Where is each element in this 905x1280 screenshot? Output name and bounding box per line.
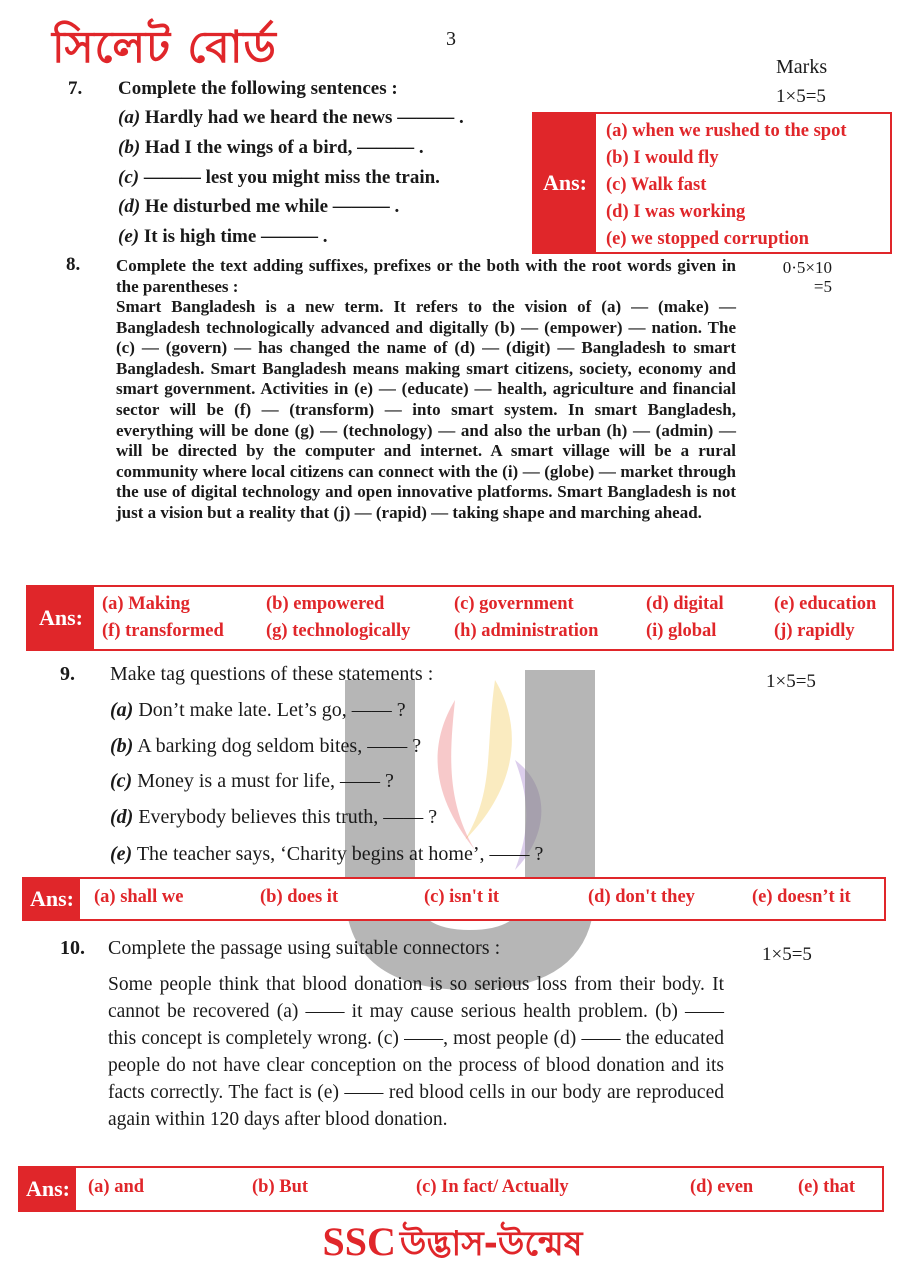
q8-marks — [770, 258, 832, 296]
q8-answer-g: (g) technologically — [266, 621, 411, 641]
q10-answer-box — [18, 1166, 884, 1212]
q9-answer-label: Ans: — [24, 879, 80, 919]
q8-answer-box — [26, 585, 894, 651]
q7-answer-b: (b) I would fly — [606, 148, 719, 168]
page-number: 3 — [446, 28, 456, 50]
q7-answer-c: (c) Walk fast — [606, 175, 707, 195]
q8-number: 8. — [66, 254, 81, 275]
board-title: সিলেট বোর্ড — [52, 22, 277, 73]
footer-brand-name: উদ্ভাস-উন্মেষ — [399, 1224, 583, 1264]
q8-answer-c: (c) government — [454, 594, 574, 614]
q10-answer-e: (e) that — [798, 1177, 856, 1197]
q8-title: Complete the text adding suffixes, prefixes or the both with the root words given in the parentheses : — [116, 256, 736, 296]
q10-answer-c: (c) In fact/ Actually — [416, 1177, 569, 1197]
footer-ssc: SSC — [322, 1219, 396, 1264]
q7-answer-d: (d) I was working — [606, 202, 746, 222]
q9-answer-c: (c) isn't it — [424, 887, 500, 907]
q9-item-d: (d) Everybody believes this truth, —— ? — [110, 806, 438, 828]
q10-passage: Some people think that blood donation is so serious loss from their body. It cannot be recovered (a) —— it may cause serious health problem. (b) —— this concept is completely wrong. (c) ——, most people (d) —— the educated people do not have clear conception on the process of blood donation and its facts correctly. The fact is (e) —— red blood cells in our body are reproduced again within 120 days after blood donation. — [108, 974, 724, 1130]
q9-title: Make tag questions of these statements : — [110, 663, 434, 685]
q7-answer-list — [606, 118, 847, 253]
marks-heading: Marks — [776, 56, 828, 78]
q7-item-b: (b) Had I the wings of a bird, ——— . — [118, 137, 424, 158]
q7-item-d: (d) He disturbed me while ——— . — [118, 196, 400, 217]
q8-answer-a: (a) Making — [102, 594, 190, 614]
q7-title: Complete the following sentences : — [118, 78, 398, 99]
q9-item-b: (b) A barking dog seldom bites, —— ? — [110, 735, 422, 757]
q10-marks: 1×5=5 — [762, 944, 812, 965]
q8-answer-b: (b) empowered — [266, 594, 385, 614]
q8-answer-f: (f) transformed — [102, 621, 224, 641]
q9-item-a: (a) Don’t make late. Let’s go, —— ? — [110, 699, 406, 721]
q8-passage: Smart Bangladesh is a new term. It refers to the vision of (a) — (make) — Bangladesh technologically advanced and digitally (b) — (empower) — nation. The (c) — (govern) — has changed the name of (d) — (digit) — Bangladesh to smart Bangladesh. Smart Bangladesh means making smart citizens, society, economy and smart government. Activities in (e) — (educate) — health, agriculture and financial sector will be (f) — (transform) — into smart system. In smart Bangladesh, everything will be done (g) — (technology) — and also the urban (h) — (admin) — will be directed by the computer and internet. A smart village will be a rural community where local citizens can connect with the (i) — (globe) — market through the use of digital technology and open innovative platforms. Smart Bangladesh is not just a vision but a reality that (j) — (rapid) — taking shape and marching ahead. — [116, 297, 736, 522]
q10-answer-label: Ans: — [20, 1168, 76, 1210]
q9-item-e: (e) The teacher says, ‘Charity begins at home’, —— ? — [110, 843, 544, 865]
q9-number: 9. — [60, 663, 75, 685]
q9-answer-box — [22, 877, 886, 921]
q8-answer-e: (e) education — [774, 594, 877, 614]
footer-brand — [0, 1218, 905, 1275]
q8-answer-h: (h) administration — [454, 621, 599, 641]
q7-item-a: (a) Hardly had we heard the news ——— . — [118, 107, 464, 128]
q8-marks-line1: 0·5×10 — [782, 258, 832, 277]
q9-answer-b: (b) does it — [260, 887, 339, 907]
q10-title: Complete the passage using suitable connectors : — [108, 937, 501, 959]
q7-marks: 1×5=5 — [776, 86, 826, 107]
q9-item-c: (c) Money is a must for life, —— ? — [110, 770, 394, 792]
q7-answer-label: Ans: — [534, 114, 596, 252]
q10-answer-b: (b) But — [252, 1177, 309, 1197]
q7-answer-e: (e) we stopped corruption — [606, 229, 809, 249]
q8-answer-label: Ans: — [28, 587, 94, 649]
q8-marks-line2: =5 — [813, 277, 832, 296]
q7-answer-a: (a) when we rushed to the spot — [606, 121, 847, 141]
q8-answer-d: (d) digital — [646, 594, 724, 614]
q10-number: 10. — [60, 937, 85, 959]
q7-item-e: (e) It is high time ——— . — [118, 226, 328, 247]
q8-answer-j: (j) rapidly — [774, 621, 855, 641]
q10-answer-a: (a) and — [88, 1177, 145, 1197]
q7-number: 7. — [68, 78, 83, 99]
q9-marks: 1×5=5 — [766, 671, 816, 692]
q8-answer-i: (i) global — [646, 621, 717, 641]
q9-answer-d: (d) don't they — [588, 887, 695, 907]
q9-answer-a: (a) shall we — [94, 887, 184, 907]
q9-answer-e: (e) doesn’t it — [752, 887, 851, 907]
q7-answer-box — [532, 112, 892, 254]
q7-item-c: (c) ——— lest you might miss the train. — [118, 167, 440, 188]
q10-answer-d: (d) even — [690, 1177, 754, 1197]
